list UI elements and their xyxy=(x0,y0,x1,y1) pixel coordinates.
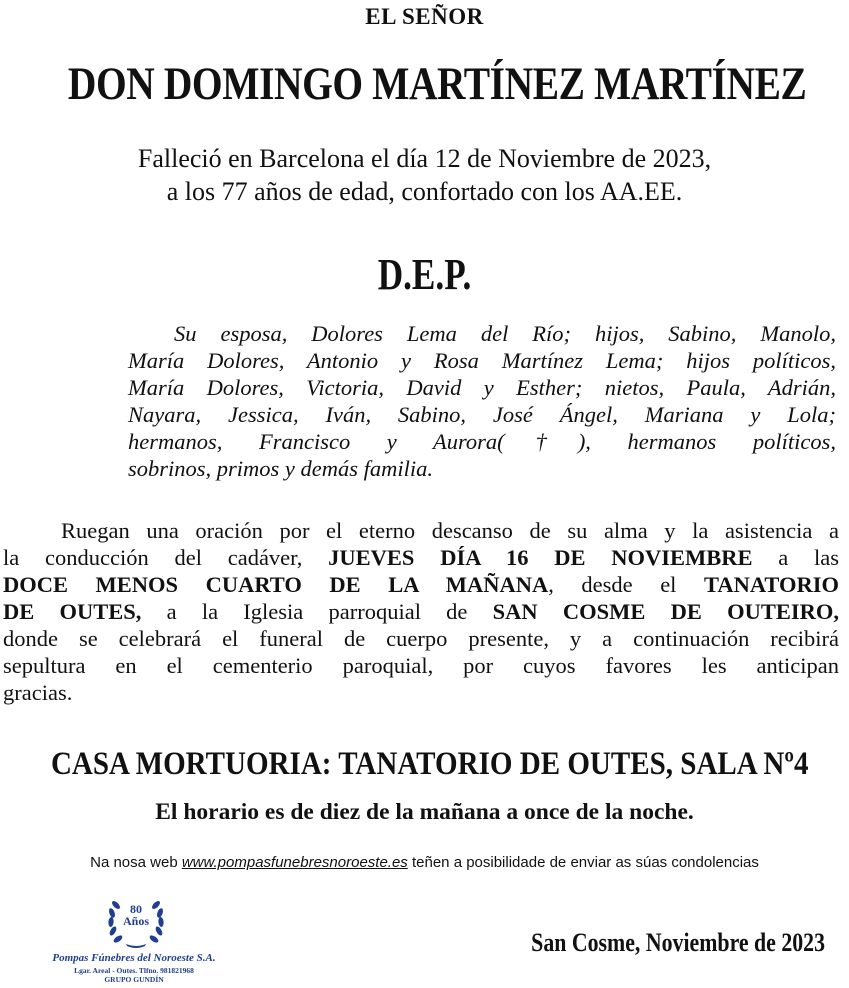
ceremony-line xyxy=(3,544,839,571)
death-notice-line-1: Falleció en Barcelona el día 12 de Noviembre de 2023, xyxy=(137,144,712,173)
death-notice-line-2: a los 77 años de edad, confortado con los AA.EE. xyxy=(166,177,683,206)
ceremony-line: Ruegan una oración por el eterno descanso de su alma y la asistencia a xyxy=(61,518,839,543)
ceremony-text: , desde el xyxy=(548,572,677,597)
deceased-name: DON DOMINGO MARTÍNEZ MARTÍNEZ xyxy=(67,58,807,110)
family-line: María Dolores, Antonio y Rosa Martínez Lema; hijos políticos, xyxy=(128,348,836,373)
ceremony-paragraph xyxy=(3,517,839,706)
web-prefix: Na nosa web xyxy=(90,854,178,871)
signoff-place-date: San Cosme, Noviembre de 2023 xyxy=(531,928,825,957)
family-paragraph xyxy=(128,320,836,482)
dep-label: D.E.P. xyxy=(377,250,472,299)
ceremony-line xyxy=(3,571,839,598)
ceremony-text: a la Iglesia parroquial de xyxy=(166,599,468,624)
anniversary-years-label: Años xyxy=(122,914,149,928)
ceremony-line: sepultura en el cementerio paroquial, por cuyos favores les anticipan xyxy=(3,653,839,678)
death-notice xyxy=(0,142,849,208)
company-name: Pompas Fúnebres del Noroeste S.A. xyxy=(52,952,216,964)
family-line: hermanos, Francisco y Aurora(†), hermanos políticos, xyxy=(128,429,836,454)
ceremony-line: gracias. xyxy=(3,680,73,705)
ceremony-line xyxy=(3,598,839,625)
ceremony-date: JUEVES DÍA 16 DE NOVIEMBRE xyxy=(328,545,753,570)
visiting-hours: El horario es de diez de la mañana a once de la noche. xyxy=(155,799,694,825)
family-line: Nayara, Jessica, Iván, Sabino, José Ángel, Mariana y Lola; xyxy=(128,402,836,427)
ceremony-church: SAN COSME DE OUTEIRO, xyxy=(492,599,840,624)
company-group: GRUPO GUNDÍN xyxy=(104,975,164,984)
funeral-home-logo xyxy=(34,895,234,987)
ceremony-time: DOCE MENOS CUARTO DE LA MAÑANA xyxy=(3,572,549,597)
ceremony-text: la conducción del cadáver, xyxy=(3,545,303,570)
ceremony-origin: TANATORIO xyxy=(703,572,840,597)
family-line: sobrinos, primos y demás familia. xyxy=(128,456,434,481)
company-address: Lgar. Areal - Outes. Tlfno. 981821968 xyxy=(74,966,194,975)
web-suffix: teñen a posibilidade de enviar as súas condolencias xyxy=(411,854,759,871)
ceremony-text: a las xyxy=(778,545,840,570)
anniversary-label xyxy=(104,903,168,927)
ceremony-origin: DE OUTES, xyxy=(3,599,142,624)
anniversary-years: 80 xyxy=(130,902,142,916)
website-link[interactable]: www.pompasfunebresnoroeste.es xyxy=(181,854,408,871)
title-el-senor: EL SEÑOR xyxy=(365,4,484,29)
casa-mortuoria: CASA MORTUORIA: TANATORIO DE OUTES, SALA Nº4 xyxy=(50,746,809,782)
family-line: María Dolores, Victoria, David y Esther; nietos, Paula, Adrián, xyxy=(128,375,836,400)
condolences-web-note xyxy=(0,853,849,873)
family-line: Su esposa, Dolores Lema del Río; hijos, Sabino, Manolo, xyxy=(174,321,836,346)
ceremony-line: donde se celebrará el funeral de cuerpo presente, y a continuación recibirá xyxy=(3,626,839,651)
